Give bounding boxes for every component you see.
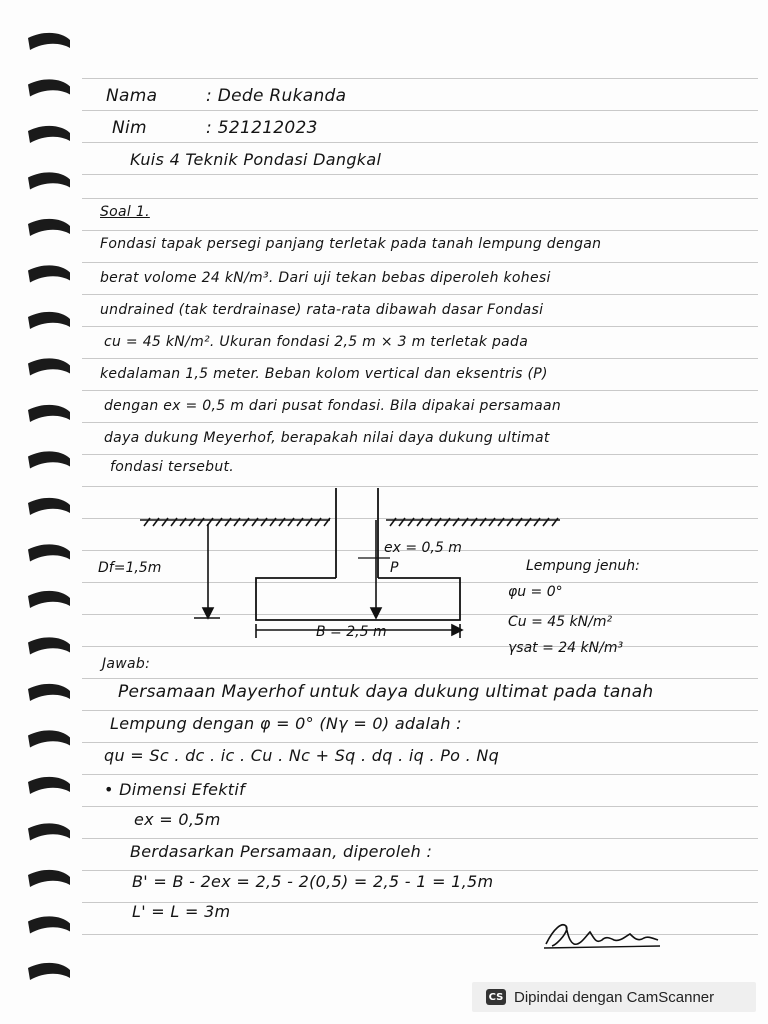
spiral-ring xyxy=(28,126,70,143)
ex-label: ex = 0,5 m xyxy=(384,540,462,556)
ruled-line xyxy=(82,198,758,199)
question-title: Soal 1. xyxy=(100,204,150,220)
question-line: Fondasi tapak persegi panjang terletak pada tanah lempung dengan xyxy=(100,236,602,252)
ruled-line xyxy=(82,358,758,359)
spiral-ring xyxy=(28,79,70,96)
answer-line: • Dimensi Efektif xyxy=(104,780,246,799)
scanner-text: Dipindai dengan CamScanner xyxy=(514,988,715,1006)
ruled-line xyxy=(82,870,758,871)
spiral-ring xyxy=(28,405,70,422)
spiral-ring xyxy=(28,265,70,282)
nim-label: Nim xyxy=(112,118,147,138)
spiral-ring xyxy=(28,870,70,887)
nama-label: Nama xyxy=(106,86,158,106)
spiral-ring xyxy=(28,963,70,980)
ruled-line xyxy=(82,678,758,679)
soil-phi: φu = 0° xyxy=(508,584,563,600)
ground-surface-left xyxy=(140,518,330,526)
ruled-line xyxy=(82,774,758,775)
spiral-ring xyxy=(28,312,70,329)
foundation-diagram xyxy=(90,480,690,655)
spiral-ring xyxy=(28,358,70,375)
ruled-line xyxy=(82,838,758,839)
spiral-ring xyxy=(28,637,70,654)
nama-value: : Dede Rukanda xyxy=(206,86,347,106)
p-label: P xyxy=(390,560,399,576)
ruled-line xyxy=(82,230,758,231)
answer-line: Lempung dengan φ = 0° (Nγ = 0) adalah : xyxy=(110,714,462,733)
spiral-ring xyxy=(28,219,70,236)
spiral-ring xyxy=(28,451,70,468)
ruled-line xyxy=(82,142,758,143)
answer-formula: qu = Sc . dc . ic . Cu . Nc + Sq . dq . iq . Po . Nq xyxy=(104,746,500,765)
b-label: B = 2,5 m xyxy=(316,624,387,640)
spiral-binding xyxy=(0,0,80,1024)
question-line: dengan ex = 0,5 m dari pusat fondasi. Bila dipakai persamaan xyxy=(104,398,562,414)
ruled-line xyxy=(82,78,758,79)
column xyxy=(336,488,378,578)
question-line: berat volome 24 kN/m³. Dari uji tekan bebas diperoleh kohesi xyxy=(100,270,551,286)
nim-value: : 521212023 xyxy=(206,118,318,138)
spiral-ring xyxy=(28,777,70,794)
camscanner-icon: CS xyxy=(486,989,506,1005)
spiral-ring xyxy=(28,172,70,189)
ruled-line xyxy=(82,742,758,743)
ruled-line xyxy=(82,806,758,807)
question-line: kedalaman 1,5 meter. Beban kolom vertical dan eksentris (P) xyxy=(100,366,548,382)
ruled-line xyxy=(82,326,758,327)
spiral-ring xyxy=(28,823,70,840)
ruled-line xyxy=(82,390,758,391)
ruled-line xyxy=(82,454,758,455)
load-arrow xyxy=(371,520,381,618)
answer-line: B' = B - 2ex = 2,5 - 2(0,5) = 2,5 - 1 = 1,5m xyxy=(132,872,494,891)
spiral-ring xyxy=(28,591,70,608)
spiral-ring xyxy=(28,544,70,561)
spiral-ring xyxy=(28,33,70,50)
spiral-ring xyxy=(28,730,70,747)
answer-line: ex = 0,5m xyxy=(134,810,221,829)
ruled-line xyxy=(82,174,758,175)
df-dimension xyxy=(194,524,220,618)
answer-line: Persamaan Mayerhof untuk daya dukung ultimat pada tanah xyxy=(118,682,654,702)
spiral-ring xyxy=(28,684,70,701)
soil-gamma: γsat = 24 kN/m³ xyxy=(508,640,624,655)
question-line: cu = 45 kN/m². Ukuran fondasi 2,5 m × 3 m terletak pada xyxy=(104,334,529,350)
scanner-badge xyxy=(472,982,756,1012)
answer-line: Berdasarkan Persamaan, diperoleh : xyxy=(130,842,433,861)
ruled-line xyxy=(82,294,758,295)
ruled-line xyxy=(82,422,758,423)
ruled-line xyxy=(82,710,758,711)
spiral-ring xyxy=(28,916,70,933)
ground-surface-right xyxy=(386,518,560,526)
question-line: undrained (tak terdrainase) rata-rata dibawah dasar Fondasi xyxy=(100,302,544,318)
ruled-line xyxy=(82,110,758,111)
question-line: daya dukung Meyerhof, berapakah nilai daya dukung ultimat xyxy=(104,430,550,446)
answer-line: L' = L = 3m xyxy=(132,902,231,921)
course-title: Kuis 4 Teknik Pondasi Dangkal xyxy=(130,150,382,169)
signature xyxy=(540,918,670,952)
answer-title: Jawab: xyxy=(102,656,151,672)
soil-title: Lempung jenuh: xyxy=(526,558,640,574)
soil-cu: Cu = 45 kN/m² xyxy=(508,614,613,630)
ruled-line xyxy=(82,262,758,263)
question-line: fondasi tersebut. xyxy=(110,459,235,475)
df-label: Df=1,5m xyxy=(98,560,162,576)
spiral-ring xyxy=(28,498,70,515)
footing xyxy=(256,578,460,620)
